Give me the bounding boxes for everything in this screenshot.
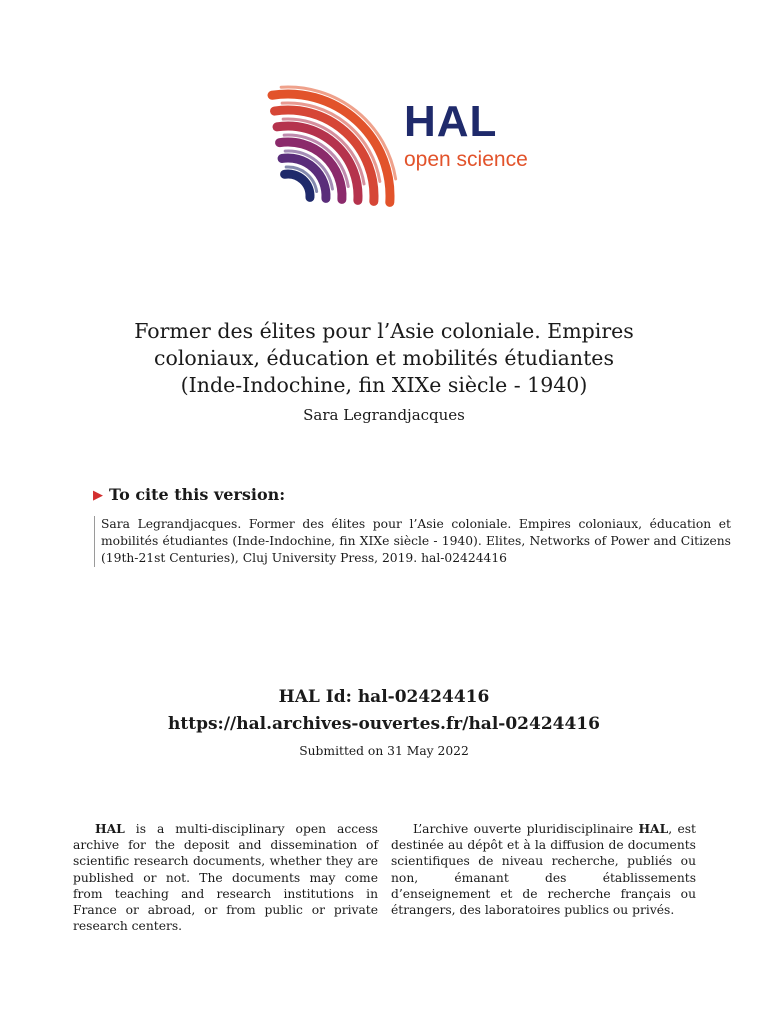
logo-arc-icon (285, 174, 310, 197)
cite-heading (93, 485, 285, 507)
logo-arc-icon (281, 87, 396, 179)
hal-id: HAL Id: hal-02424416 (278, 687, 490, 707)
title-line-3: (Inde-Indochine, fin XIXe siècle - 1940) (180, 373, 588, 397)
citation-text: Sara Legrandjacques. Former des élites pour l’Asie coloniale. Empires coloniaux, éducation et mobilités étudiantes (Inde-Indochine, fin XIXe siècle - 1940). Elites, Networks of Power and Citizens (19th-21st Centuries), Cluj University Press, 2019. hal-02424416 (94, 516, 731, 567)
disclaimer-fr-prefix: L’archive ouverte pluridisciplinaire (413, 822, 639, 836)
hal-logo-icon (250, 58, 555, 218)
disclaimer-fr-text: , est destinée au dépôt et à la diffusion de documents scientifiques de niveau recherche, publiés ou non, émanant des établissements d’enseignement et de recherche français ou étrangers, des laboratoires publics ou privés. (391, 822, 696, 918)
logo-arcs-icon (272, 87, 396, 202)
disclaimer-french (391, 821, 696, 918)
disclaimer-en-text: is a multi-disciplinary open access archive for the deposit and dissemination of scientific research documents, whether they are published or not. The documents may come from teaching and research institutions in France or abroad, or from public or private research centers. (73, 822, 378, 934)
disclaimer-fr-bold: HAL (638, 821, 669, 836)
title-line-1: Former des élites pour l’Asie coloniale. Empires (134, 319, 634, 343)
logo-wordmark: HAL (404, 97, 498, 146)
triangle-bullet-icon: ▶ (93, 488, 103, 503)
hal-url-link[interactable]: https://hal.archives-ouvertes.fr/hal-02424416 (168, 714, 600, 734)
document-author: Sara Legrandjacques (303, 406, 465, 424)
title-line-2: coloniaux, éducation et mobilités étudiantes (154, 346, 614, 370)
document-title (100, 318, 668, 399)
submitted-date: Submitted on 31 May 2022 (299, 744, 469, 758)
logo-subtitle: open science (404, 148, 528, 171)
disclaimer-english (73, 821, 378, 934)
cite-heading-text: To cite this version: (109, 485, 286, 504)
disclaimer-en-bold: HAL (95, 821, 125, 836)
